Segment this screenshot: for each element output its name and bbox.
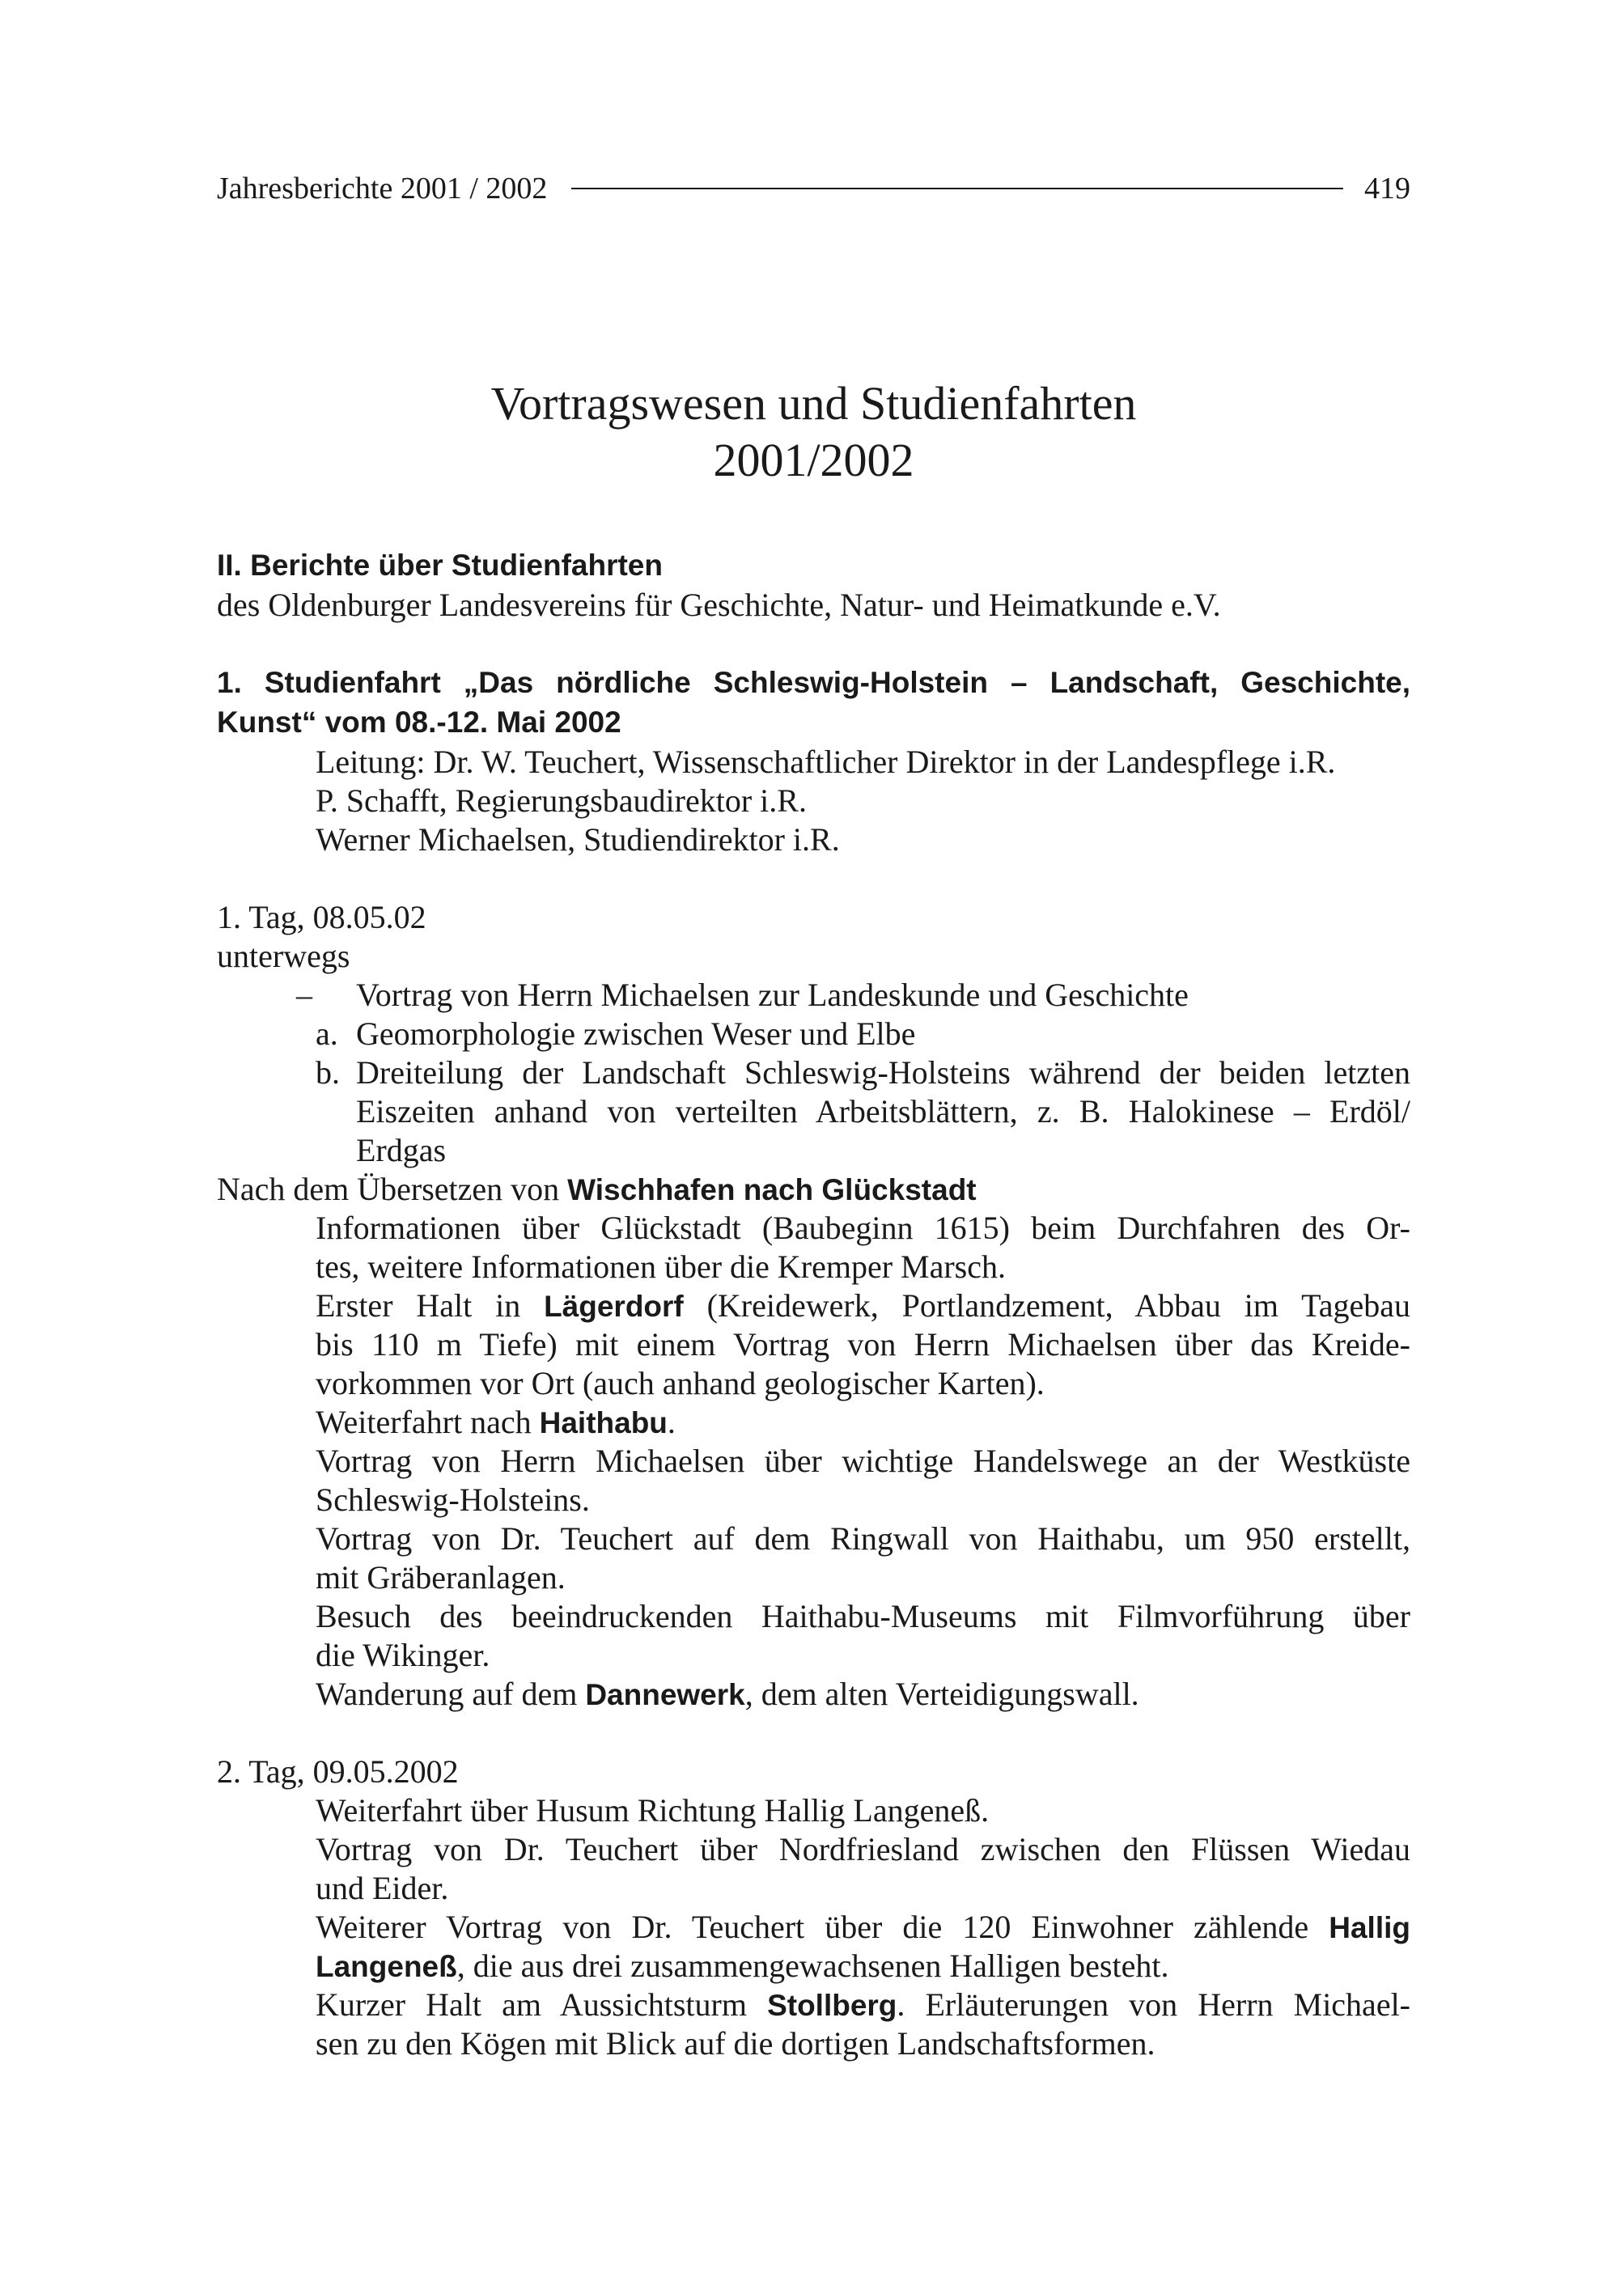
paragraph-line: die Wikinger. bbox=[316, 1637, 490, 1673]
paragraph-line: tes, weitere Informationen über die Kremper Marsch. bbox=[316, 1248, 1006, 1285]
day2-heading: 2. Tag, 09.05.2002 bbox=[217, 1753, 459, 1790]
paragraph-line: Vortrag von Dr. Teuchert über Nordfriesland zwischen den Flüssen Wiedau bbox=[316, 1831, 1410, 1867]
paragraph-line: Wanderung auf dem Dannewerk, dem alten Verteidigungswall. bbox=[316, 1676, 1139, 1712]
running-title: Jahresberichte 2001 / 2002 bbox=[217, 172, 548, 206]
day1-heading: 1. Tag, 08.05.02 bbox=[217, 899, 426, 935]
place-haithabu: Haithabu bbox=[539, 1406, 668, 1439]
page-number: 419 bbox=[1364, 172, 1410, 206]
page-title: Vortragswesen und Studienfahrten bbox=[490, 377, 1137, 430]
paragraph-line: Kurzer Halt am Aussichtsturm Stollberg. Erläuterungen von Herrn Michael- bbox=[316, 1986, 1410, 2023]
place-langeness: Langeneß bbox=[316, 1950, 457, 1983]
day1-unterwegs: unterwegs bbox=[217, 938, 350, 974]
list-item-b: Dreiteilung der Landschaft Schleswig-Holsteins während der beiden letzten bbox=[356, 1054, 1410, 1091]
paragraph-line: mit Gräberanlagen. bbox=[316, 1559, 566, 1596]
list-item-b-cont: Erdgas bbox=[356, 1132, 447, 1168]
list-dash: – bbox=[296, 977, 312, 1013]
ferry-text: Nach dem Übersetzen von bbox=[217, 1171, 568, 1207]
leitung-line: Werner Michaelsen, Studiendirektor i.R. bbox=[316, 821, 840, 858]
list-item-b-cont: Eiszeiten anhand von verteilten Arbeitsblättern, z. B. Halokinese – Erdöl/ bbox=[356, 1093, 1410, 1130]
paragraph-line: Vortrag von Dr. Teuchert auf dem Ringwall von Haithabu, um 950 erstellt, bbox=[316, 1520, 1410, 1557]
leitung-line: Leitung: Dr. W. Teuchert, Wissenschaftlicher Direktor in der Landespflege i.R. bbox=[316, 744, 1336, 780]
paragraph-line: Weiterfahrt über Husum Richtung Hallig Langeneß. bbox=[316, 1792, 990, 1829]
paragraph-line: Schleswig-Holsteins. bbox=[316, 1481, 590, 1518]
trip-title-line1: 1. Studienfahrt „Das nördliche Schleswig-Holstein – Landschaft, Geschichte, bbox=[217, 666, 1410, 699]
list-label-a: a. bbox=[316, 1015, 338, 1052]
section-subtitle: des Oldenburger Landesvereins für Geschichte, Natur- und Heimatkunde e.V. bbox=[217, 587, 1221, 623]
paragraph-line: sen zu den Kögen mit Blick auf die dortigen Landschaftsformen. bbox=[316, 2025, 1155, 2062]
place-hallig: Hallig bbox=[1329, 1911, 1410, 1944]
day1-vortrag: Vortrag von Herrn Michaelsen zur Landeskunde und Geschichte bbox=[356, 977, 1189, 1013]
place-stollberg: Stollberg bbox=[767, 1989, 897, 2022]
list-item-a: Geomorphologie zwischen Weser und Elbe bbox=[356, 1015, 916, 1052]
page-title-year: 2001/2002 bbox=[713, 434, 914, 486]
place-dannewerk: Dannewerk bbox=[585, 1678, 745, 1711]
paragraph-line: und Eider. bbox=[316, 1870, 449, 1906]
paragraph-line: bis 110 m Tiefe) mit einem Vortrag von Herrn Michaelsen über das Kreide- bbox=[316, 1326, 1410, 1363]
ferry-line bbox=[217, 1170, 977, 1210]
paragraph-line: Informationen über Glückstadt (Baubeginn 1615) beim Durchfahren des Or- bbox=[316, 1210, 1410, 1246]
ferry-place: Wischhafen nach Glückstadt bbox=[567, 1173, 977, 1206]
paragraph-line: Vortrag von Herrn Michaelsen über wichtige Handelswege an der Westküste bbox=[316, 1443, 1410, 1479]
header-rule bbox=[571, 188, 1343, 189]
leitung-line: P. Schafft, Regierungsbaudirektor i.R. bbox=[316, 782, 807, 819]
paragraph-line: Weiterfahrt nach Haithabu. bbox=[316, 1404, 676, 1440]
paragraph-line: Besuch des beeindruckenden Haithabu-Museums mit Filmvorführung über bbox=[316, 1598, 1410, 1634]
paragraph-line: Weiterer Vortrag von Dr. Teuchert über die 120 Einwohner zählende Hallig bbox=[316, 1909, 1410, 1945]
place-laegerdorf: Lägerdorf bbox=[544, 1290, 684, 1323]
running-header bbox=[217, 166, 1410, 211]
section-heading: II. Berichte über Studienfahrten bbox=[217, 549, 663, 582]
list-label-b: b. bbox=[316, 1054, 340, 1091]
paragraph-line: Erster Halt in Lägerdorf (Kreidewerk, Portlandzement, Abbau im Tagebau bbox=[316, 1287, 1411, 1324]
paragraph-line: vorkommen vor Ort (auch anhand geologischer Karten). bbox=[316, 1365, 1045, 1401]
trip-title-line2: Kunst“ vom 08.-12. Mai 2002 bbox=[217, 706, 621, 739]
paragraph-line: Langeneß, die aus drei zusammengewachsenen Halligen besteht. bbox=[316, 1948, 1169, 1984]
